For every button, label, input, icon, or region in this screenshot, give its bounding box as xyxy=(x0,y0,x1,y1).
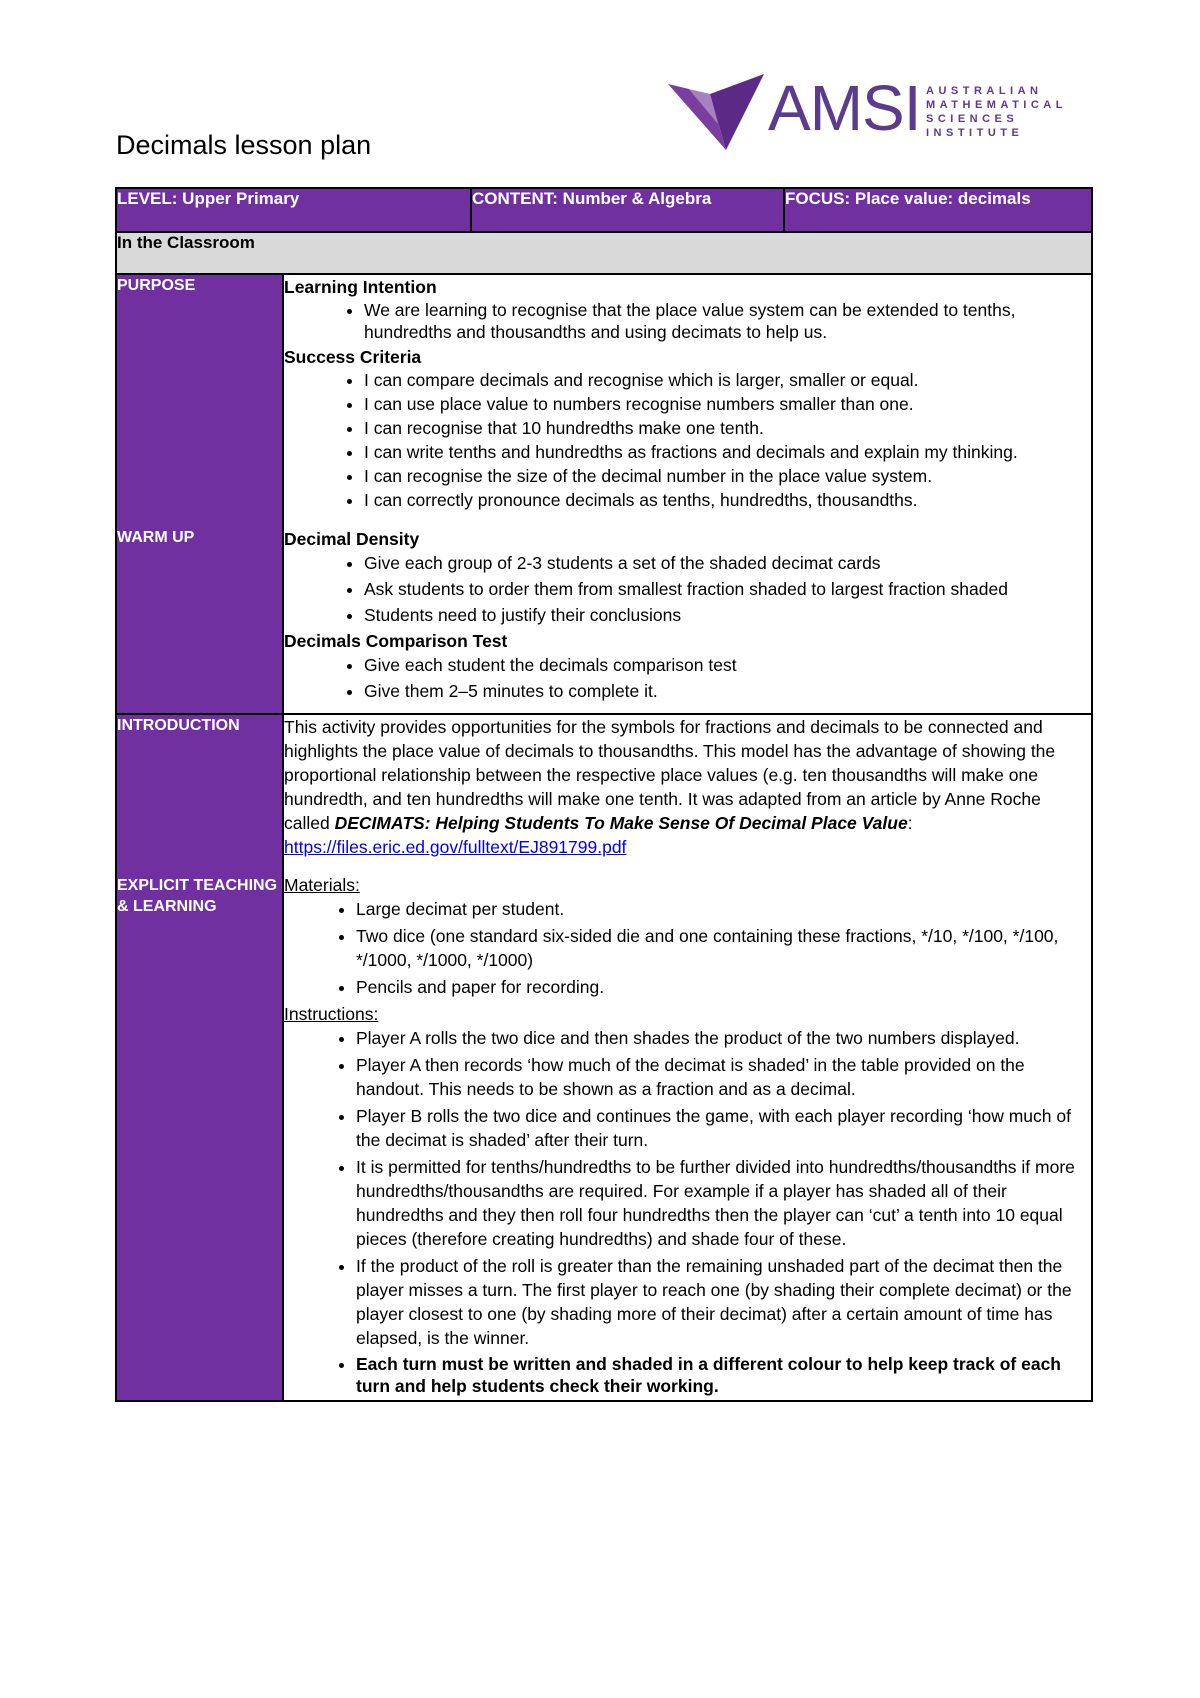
learning-intention-list xyxy=(284,299,1091,343)
explicit-label: EXPLICIT TEACHING & LEARNING xyxy=(116,859,283,1401)
list-item: • Students need to justify their conclusions xyxy=(364,603,1091,627)
warmup-content xyxy=(283,527,1092,714)
list-item: • Give each student the decimals comparison test xyxy=(364,653,1091,677)
list-item: • I can correctly pronounce decimals as tenths, hundredths, thousandths. xyxy=(364,489,1091,511)
purpose-label: PURPOSE xyxy=(116,274,283,527)
logo-subtitle-line: INSTITUTE xyxy=(926,127,1024,139)
materials-title: Materials: xyxy=(284,875,360,895)
list-item: • Player A then records ‘how much of the decimat is shaded’ in the table provided on the handout. This needs to be shown as a fraction and as a decimal. xyxy=(356,1053,1091,1101)
instructions-title: Instructions: xyxy=(284,1004,379,1024)
logo-wordmark: AMSI xyxy=(768,72,921,144)
list-item: • Each turn must be written and shaded in a different colour to help keep track of each turn and help students check their working. xyxy=(356,1353,1091,1397)
header-row xyxy=(116,188,1092,232)
introduction-text: This activity provides opportunities for the symbols for fractions and decimals to be connected and highlights the place value of decimals to thousandths. This model has the advantage of showing the proportional relationship between the respective place values (e.g. ten thousandths will make one hundredth, and ten hundredths will make one tenth. It was adapted from an article by Anne Roche called xyxy=(284,717,1056,833)
materials-list xyxy=(284,897,1091,999)
lesson-plan-table xyxy=(115,187,1093,1402)
list-item: • Ask students to order them from smallest fraction shaded to largest fraction shaded xyxy=(364,577,1091,601)
introduction-content xyxy=(283,714,1092,859)
subheader-cell: In the Classroom xyxy=(116,232,1092,274)
list-item: • Give each group of 2-3 students a set of the shaded decimat cards xyxy=(364,551,1091,575)
comparison-test-list xyxy=(284,653,1091,703)
level-cell: LEVEL: Upper Primary xyxy=(116,188,471,232)
explicit-content xyxy=(283,859,1092,1401)
list-item: • I can write tenths and hundredths as fractions and decimals and explain my thinking. xyxy=(364,441,1091,463)
introduction-paragraph xyxy=(284,715,1091,859)
list-item: • I can recognise that 10 hundredths make one tenth. xyxy=(364,417,1091,439)
logo-subtitle-line: AUSTRALIAN xyxy=(926,85,1043,97)
amsi-logo xyxy=(668,72,1088,162)
list-item: • If the product of the roll is greater than the remaining unshaded part of the decimat then the player misses a turn. The first player to reach one (by shading their complete decimat) or the player closest to one (by shading more of their decimat) after a certain amount of time has elapsed, is the winner. xyxy=(356,1254,1091,1350)
list-item: • It is permitted for tenths/hundredths to be further divided into hundredths/thousandths if more hundredths/thousandths are required. For example if a player has shaded all of their hundredths and they then roll four hundredths then the player can ‘cut’ a tenth into 10 equal pieces (therefore creating hundredths) and shade four of these. xyxy=(356,1155,1091,1251)
success-criteria-title: Success Criteria xyxy=(284,347,422,367)
logo-subtitle xyxy=(926,84,1067,140)
list-item: • I can use place value to numbers recognise numbers smaller than one. xyxy=(364,393,1091,415)
list-item: • Pencils and paper for recording. xyxy=(356,975,1091,999)
warmup-row xyxy=(116,527,1092,714)
article-link[interactable]: https://files.eric.ed.gov/fulltext/EJ891799.pdf xyxy=(284,837,627,857)
decimal-density-title: Decimal Density xyxy=(284,529,420,549)
introduction-label: INTRODUCTION xyxy=(116,714,283,859)
subheader-row xyxy=(116,232,1092,274)
list-item: • Two dice (one standard six-sided die and one containing these fractions, */10, */100, */100, */1000, */1000, */1000) xyxy=(356,924,1091,972)
comparison-test-title: Decimals Comparison Test xyxy=(284,631,508,651)
logo-subtitle-line: MATHEMATICAL xyxy=(926,99,1067,111)
amsi-triangle-icon xyxy=(668,74,766,156)
introduction-colon: : xyxy=(907,813,913,833)
page-title: Decimals lesson plan xyxy=(116,130,372,160)
article-title: DECIMATS: Helping Students To Make Sense Of Decimal Place Value xyxy=(334,813,908,833)
focus-cell: FOCUS: Place value: decimals xyxy=(784,188,1092,232)
list-item: • I can recognise the size of the decimal number in the place value system. xyxy=(364,465,1091,487)
content-cell: CONTENT: Number & Algebra xyxy=(471,188,784,232)
learning-intention-title: Learning Intention xyxy=(284,277,437,297)
purpose-row xyxy=(116,274,1092,527)
success-criteria-list xyxy=(284,369,1091,511)
list-item: • We are learning to recognise that the place value system can be extended to tenths, hundredths and thousandths and using decimats to help us. xyxy=(364,299,1091,343)
list-item: • Player B rolls the two dice and continues the game, with each player recording ‘how much of the decimat is shaded’ after their turn. xyxy=(356,1104,1091,1152)
warmup-label: WARM UP xyxy=(116,527,283,714)
decimal-density-list xyxy=(284,551,1091,627)
list-item: • Large decimat per student. xyxy=(356,897,1091,921)
logo-subtitle-line: SCIENCES xyxy=(926,113,1019,125)
instructions-list xyxy=(284,1026,1091,1397)
introduction-row xyxy=(116,714,1092,859)
purpose-content xyxy=(283,274,1092,527)
list-item: • Give them 2–5 minutes to complete it. xyxy=(364,679,1091,703)
explicit-row xyxy=(116,859,1092,1401)
list-item: • Player A rolls the two dice and then shades the product of the two numbers displayed. xyxy=(356,1026,1091,1050)
list-item: • I can compare decimals and recognise which is larger, smaller or equal. xyxy=(364,369,1091,391)
